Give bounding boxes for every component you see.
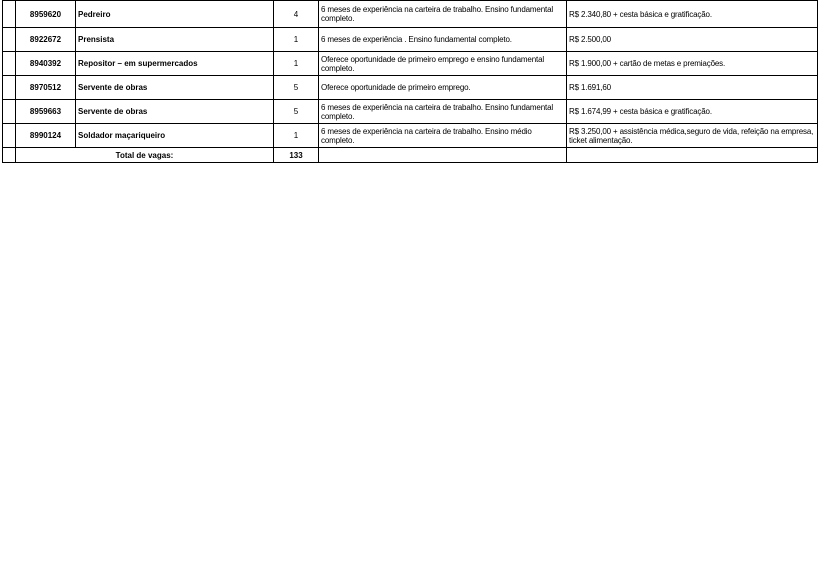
- job-code: 8959663: [16, 100, 76, 124]
- row-marker-cell: [3, 28, 16, 52]
- job-quantity: 5: [274, 76, 319, 100]
- job-quantity: 4: [274, 1, 319, 28]
- job-code: 8922672: [16, 28, 76, 52]
- job-title: Servente de obras: [76, 76, 274, 100]
- job-openings-table: [2, 0, 818, 163]
- table-row: [3, 52, 818, 76]
- total-label: Total de vagas:: [16, 148, 274, 163]
- job-requirements: Oferece oportunidade de primeiro emprego e ensino fundamental completo.: [319, 52, 567, 76]
- job-requirements: 6 meses de experiência na carteira de trabalho. Ensino fundamental completo.: [319, 100, 567, 124]
- job-title: Repositor – em supermercados: [76, 52, 274, 76]
- job-salary: R$ 3.250,00 + assistência médica,seguro de vida, refeição na empresa, ticket alimentação.: [567, 124, 818, 148]
- table-row: [3, 100, 818, 124]
- row-marker-cell: [3, 76, 16, 100]
- job-salary: R$ 1.900,00 + cartão de metas e premiações.: [567, 52, 818, 76]
- job-requirements: 6 meses de experiência na carteira de trabalho. Ensino médio completo.: [319, 124, 567, 148]
- job-code: 8959620: [16, 1, 76, 28]
- job-title: Pedreiro: [76, 1, 274, 28]
- row-marker-cell: [3, 52, 16, 76]
- job-quantity: 1: [274, 124, 319, 148]
- job-code: 8940392: [16, 52, 76, 76]
- job-requirements: Oferece oportunidade de primeiro emprego.: [319, 76, 567, 100]
- empty-cell: [567, 148, 818, 163]
- table-row: [3, 1, 818, 28]
- job-code: 8970512: [16, 76, 76, 100]
- job-salary: R$ 2.500,00: [567, 28, 818, 52]
- total-value: 133: [274, 148, 319, 163]
- job-code: 8990124: [16, 124, 76, 148]
- row-marker-cell: [3, 1, 16, 28]
- table-row: [3, 28, 818, 52]
- job-quantity: 1: [274, 28, 319, 52]
- row-marker-cell: [3, 124, 16, 148]
- job-title: Soldador maçariqueiro: [76, 124, 274, 148]
- total-row: [3, 148, 818, 163]
- row-marker-cell: [3, 148, 16, 163]
- job-requirements: 6 meses de experiência na carteira de trabalho. Ensino fundamental completo.: [319, 1, 567, 28]
- job-title: Prensista: [76, 28, 274, 52]
- table-row: [3, 76, 818, 100]
- job-quantity: 1: [274, 52, 319, 76]
- job-requirements: 6 meses de experiência . Ensino fundamental completo.: [319, 28, 567, 52]
- job-quantity: 5: [274, 100, 319, 124]
- empty-cell: [319, 148, 567, 163]
- row-marker-cell: [3, 100, 16, 124]
- job-salary: R$ 1.674,99 + cesta básica e gratificação.: [567, 100, 818, 124]
- job-salary: R$ 2.340,80 + cesta básica e gratificação.: [567, 1, 818, 28]
- job-title: Servente de obras: [76, 100, 274, 124]
- table-row: [3, 124, 818, 148]
- job-salary: R$ 1.691,60: [567, 76, 818, 100]
